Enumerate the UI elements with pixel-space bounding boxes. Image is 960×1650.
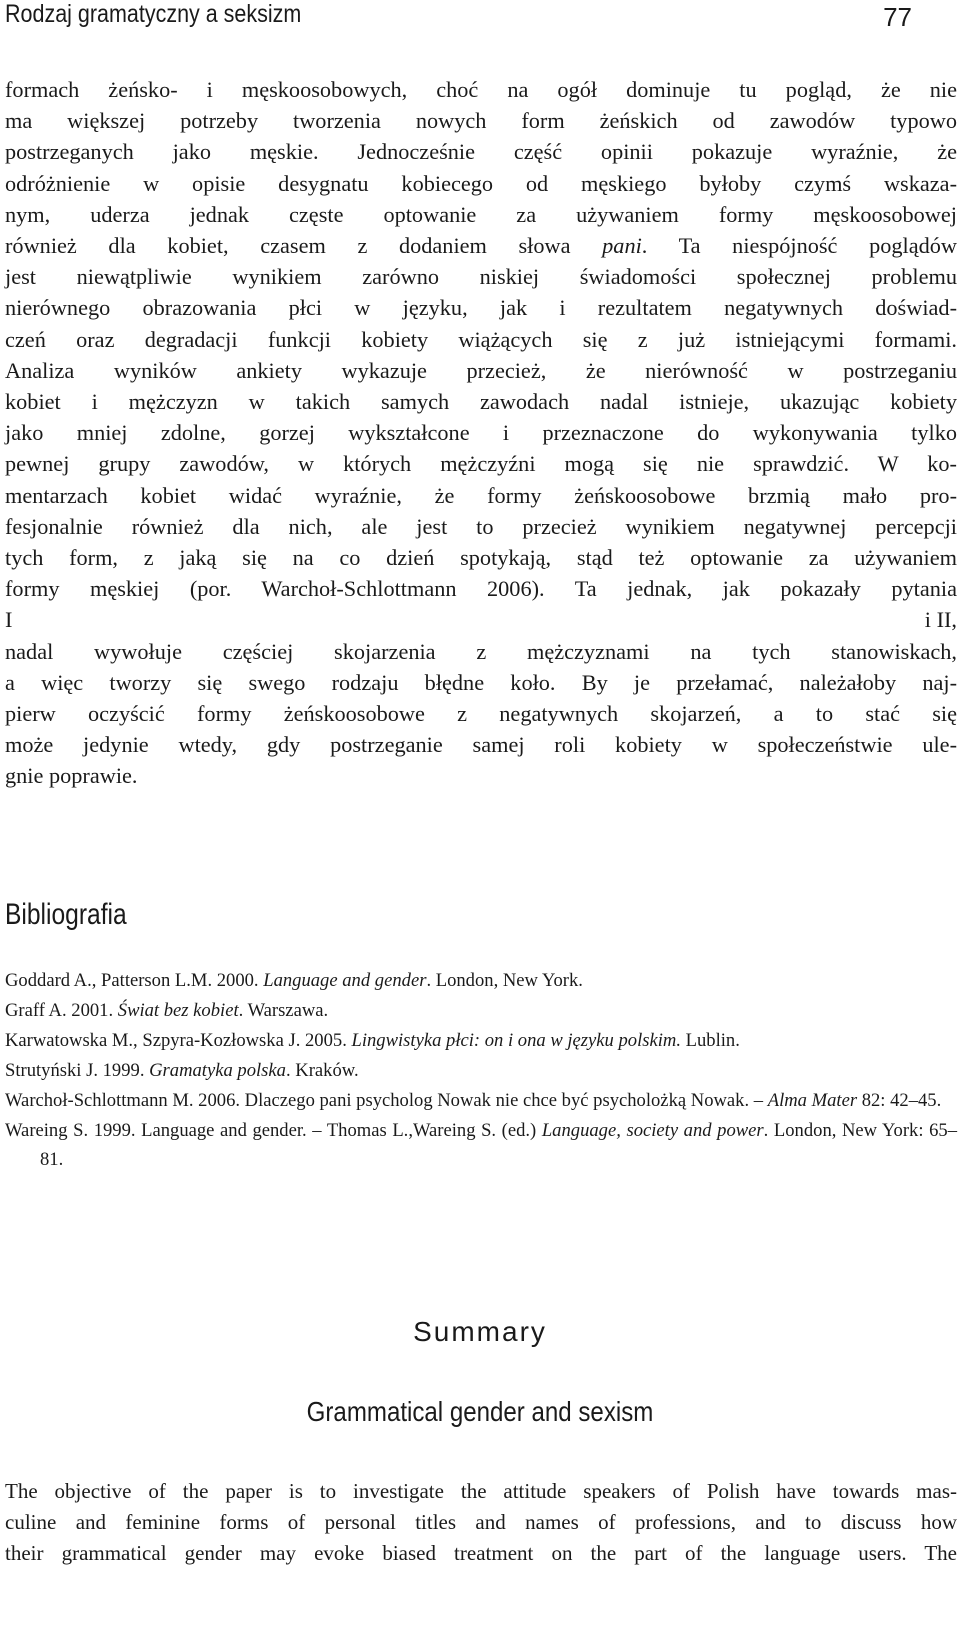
bibliography-list: [5, 966, 957, 1175]
body-line: pierw oczyścić formy żeńskoosobowe z negatywnych skojarzeń, a to stać się: [5, 701, 957, 727]
entry-title: Alma Mater: [767, 1090, 858, 1111]
running-header-title: Rodzaj gramatyczny a seksizm: [5, 0, 302, 28]
body-line: gnie poprawie.: [5, 763, 138, 789]
summary-paragraph: [5, 1476, 957, 1569]
entry-title: Language and gender: [263, 970, 427, 991]
entry-text: Warchoł-Schlottmann M. 2006. Dlaczego pani psycholog Nowak nie chce być psycholożką Nowak. –: [5, 1090, 768, 1111]
body-paragraph: [5, 74, 957, 792]
entry-text: . London, New York.: [426, 970, 583, 991]
body-line: odróżnienie w opisie desygnatu kobiecego od męskiego byłoby czymś wskaza-: [5, 170, 957, 196]
body-line: mentarzach kobiet widać wyraźnie, że formy żeńskoosobowe brzmią mało pro-: [5, 482, 957, 508]
body-line: jako mniej zdolne, gorzej wykształcone i przeznaczone do wykonywania tylko: [5, 420, 957, 446]
page-number: 77: [883, 2, 912, 32]
body-line: nadal wywołuje częściej skojarzenia z mężczyznami na tych stanowiskach,: [5, 638, 957, 664]
entry-text: Graff A. 2001.: [5, 1000, 118, 1021]
entry-text: Lublin.: [681, 1030, 740, 1051]
body-line: postrzeganych jako męskie. Jednocześnie część opinii pokazuje wyraźnie, że: [5, 139, 957, 165]
entry-title: Lingwistyka płci: on i ona w języku polskim.: [351, 1030, 681, 1051]
bibliography-entry: [5, 966, 957, 995]
body-line: nierównego obrazowania płci w języku, jak i rezultatem negatywnych doświad-: [5, 295, 957, 321]
summary-subtitle: Grammatical gender and sexism: [306, 1396, 654, 1427]
body-line: czeń oraz degradacji funkcji kobiety wiążących się z już istniejącymi formami.: [5, 326, 957, 352]
summary-line: The objective of the paper is to investigate the attitude speakers of Polish have towards mas-: [5, 1479, 957, 1503]
summary-line: culine and feminine forms of personal titles and names of professions, and to discuss how: [5, 1510, 957, 1534]
body-line: może jedynie wtedy, gdy postrzeganie samej roli kobiety w społeczeństwie ule-: [5, 732, 957, 758]
body-line: tych form, z jaką się na co dzień spotykają, stąd też optowanie za używaniem: [5, 545, 957, 571]
body-line-segment: . Ta niespójność poglądów: [641, 233, 958, 259]
body-line: formy męskiej (por. Warchoł-Schlottmann 2006). Ta jednak, jak pokazały pytania: [5, 576, 957, 602]
body-line-segment: I: [5, 607, 13, 633]
summary-heading: Summary: [413, 1316, 547, 1347]
italic-term: pani: [602, 233, 642, 259]
body-line-with-gap: [5, 604, 957, 635]
body-line: kobiet i mężczyzn w takich samych zawodach nadal istnieje, ukazując kobiety: [5, 389, 957, 415]
entry-text: . Warszawa.: [238, 1000, 329, 1021]
body-line: formach żeńsko- i męskoosobowych, choć na ogół dominuje tu pogląd, że nie: [5, 77, 957, 102]
entry-text: Karwatowska M., Szpyra-Kozłowska J. 2005.: [5, 1030, 352, 1051]
entry-text: 82: 42–45.: [857, 1090, 942, 1111]
bibliography-entry: [5, 1116, 957, 1174]
body-line-segment: również dla kobiet, czasem z dodaniem słowa: [5, 233, 571, 259]
body-line: ma większej potrzeby tworzenia nowych form żeńskich od zawodów typowo: [5, 108, 957, 134]
bibliography-heading: Bibliografia: [5, 898, 127, 931]
body-line: nym, uderza jednak częste optowanie za używaniem formy męskoosobowej: [5, 201, 957, 227]
body-line: [5, 230, 957, 261]
body-line: fesjonalnie również dla nich, ale jest to przecież wynikiem negatywnej percepcji: [5, 513, 957, 539]
entry-title: Świat bez kobiet: [117, 1000, 239, 1021]
body-line: pewnej grupy zawodów, w których mężczyźni mogą się nie sprawdzić. W ko-: [5, 451, 957, 477]
body-line: jest niewątpliwie wynikiem zarówno niskiej świadomości społecznej problemu: [5, 264, 957, 290]
bibliography-entry: [5, 1086, 957, 1115]
body-line: Analiza wyników ankiety wykazuje przecież, że nierówność w postrzeganiu: [5, 357, 957, 383]
bibliography-entry: [5, 1026, 957, 1055]
bibliography-entry: [5, 1056, 957, 1085]
bibliography-entry: [5, 996, 957, 1025]
body-line: a więc tworzy się swego rodzaju błędne koło. By je przełamać, należałoby naj-: [5, 669, 957, 695]
summary-line: their grammatical gender may evoke biased treatment on the part of the language users. The: [5, 1541, 957, 1565]
body-line-segment: i II,: [924, 607, 957, 633]
entry-text: . London, New York: 65–81.: [40, 1120, 957, 1170]
entry-text: Goddard A., Patterson L.M. 2000.: [5, 970, 264, 991]
entry-title: Language, society and power: [541, 1120, 764, 1141]
entry-title: Gramatyka polska: [149, 1060, 286, 1081]
entry-text: Strutyński J. 1999.: [5, 1060, 150, 1081]
entry-text: . Kraków.: [285, 1060, 359, 1081]
entry-text: Wareing S. 1999. Language and gender. – Thomas L.,Wareing S. (ed.): [5, 1120, 542, 1141]
